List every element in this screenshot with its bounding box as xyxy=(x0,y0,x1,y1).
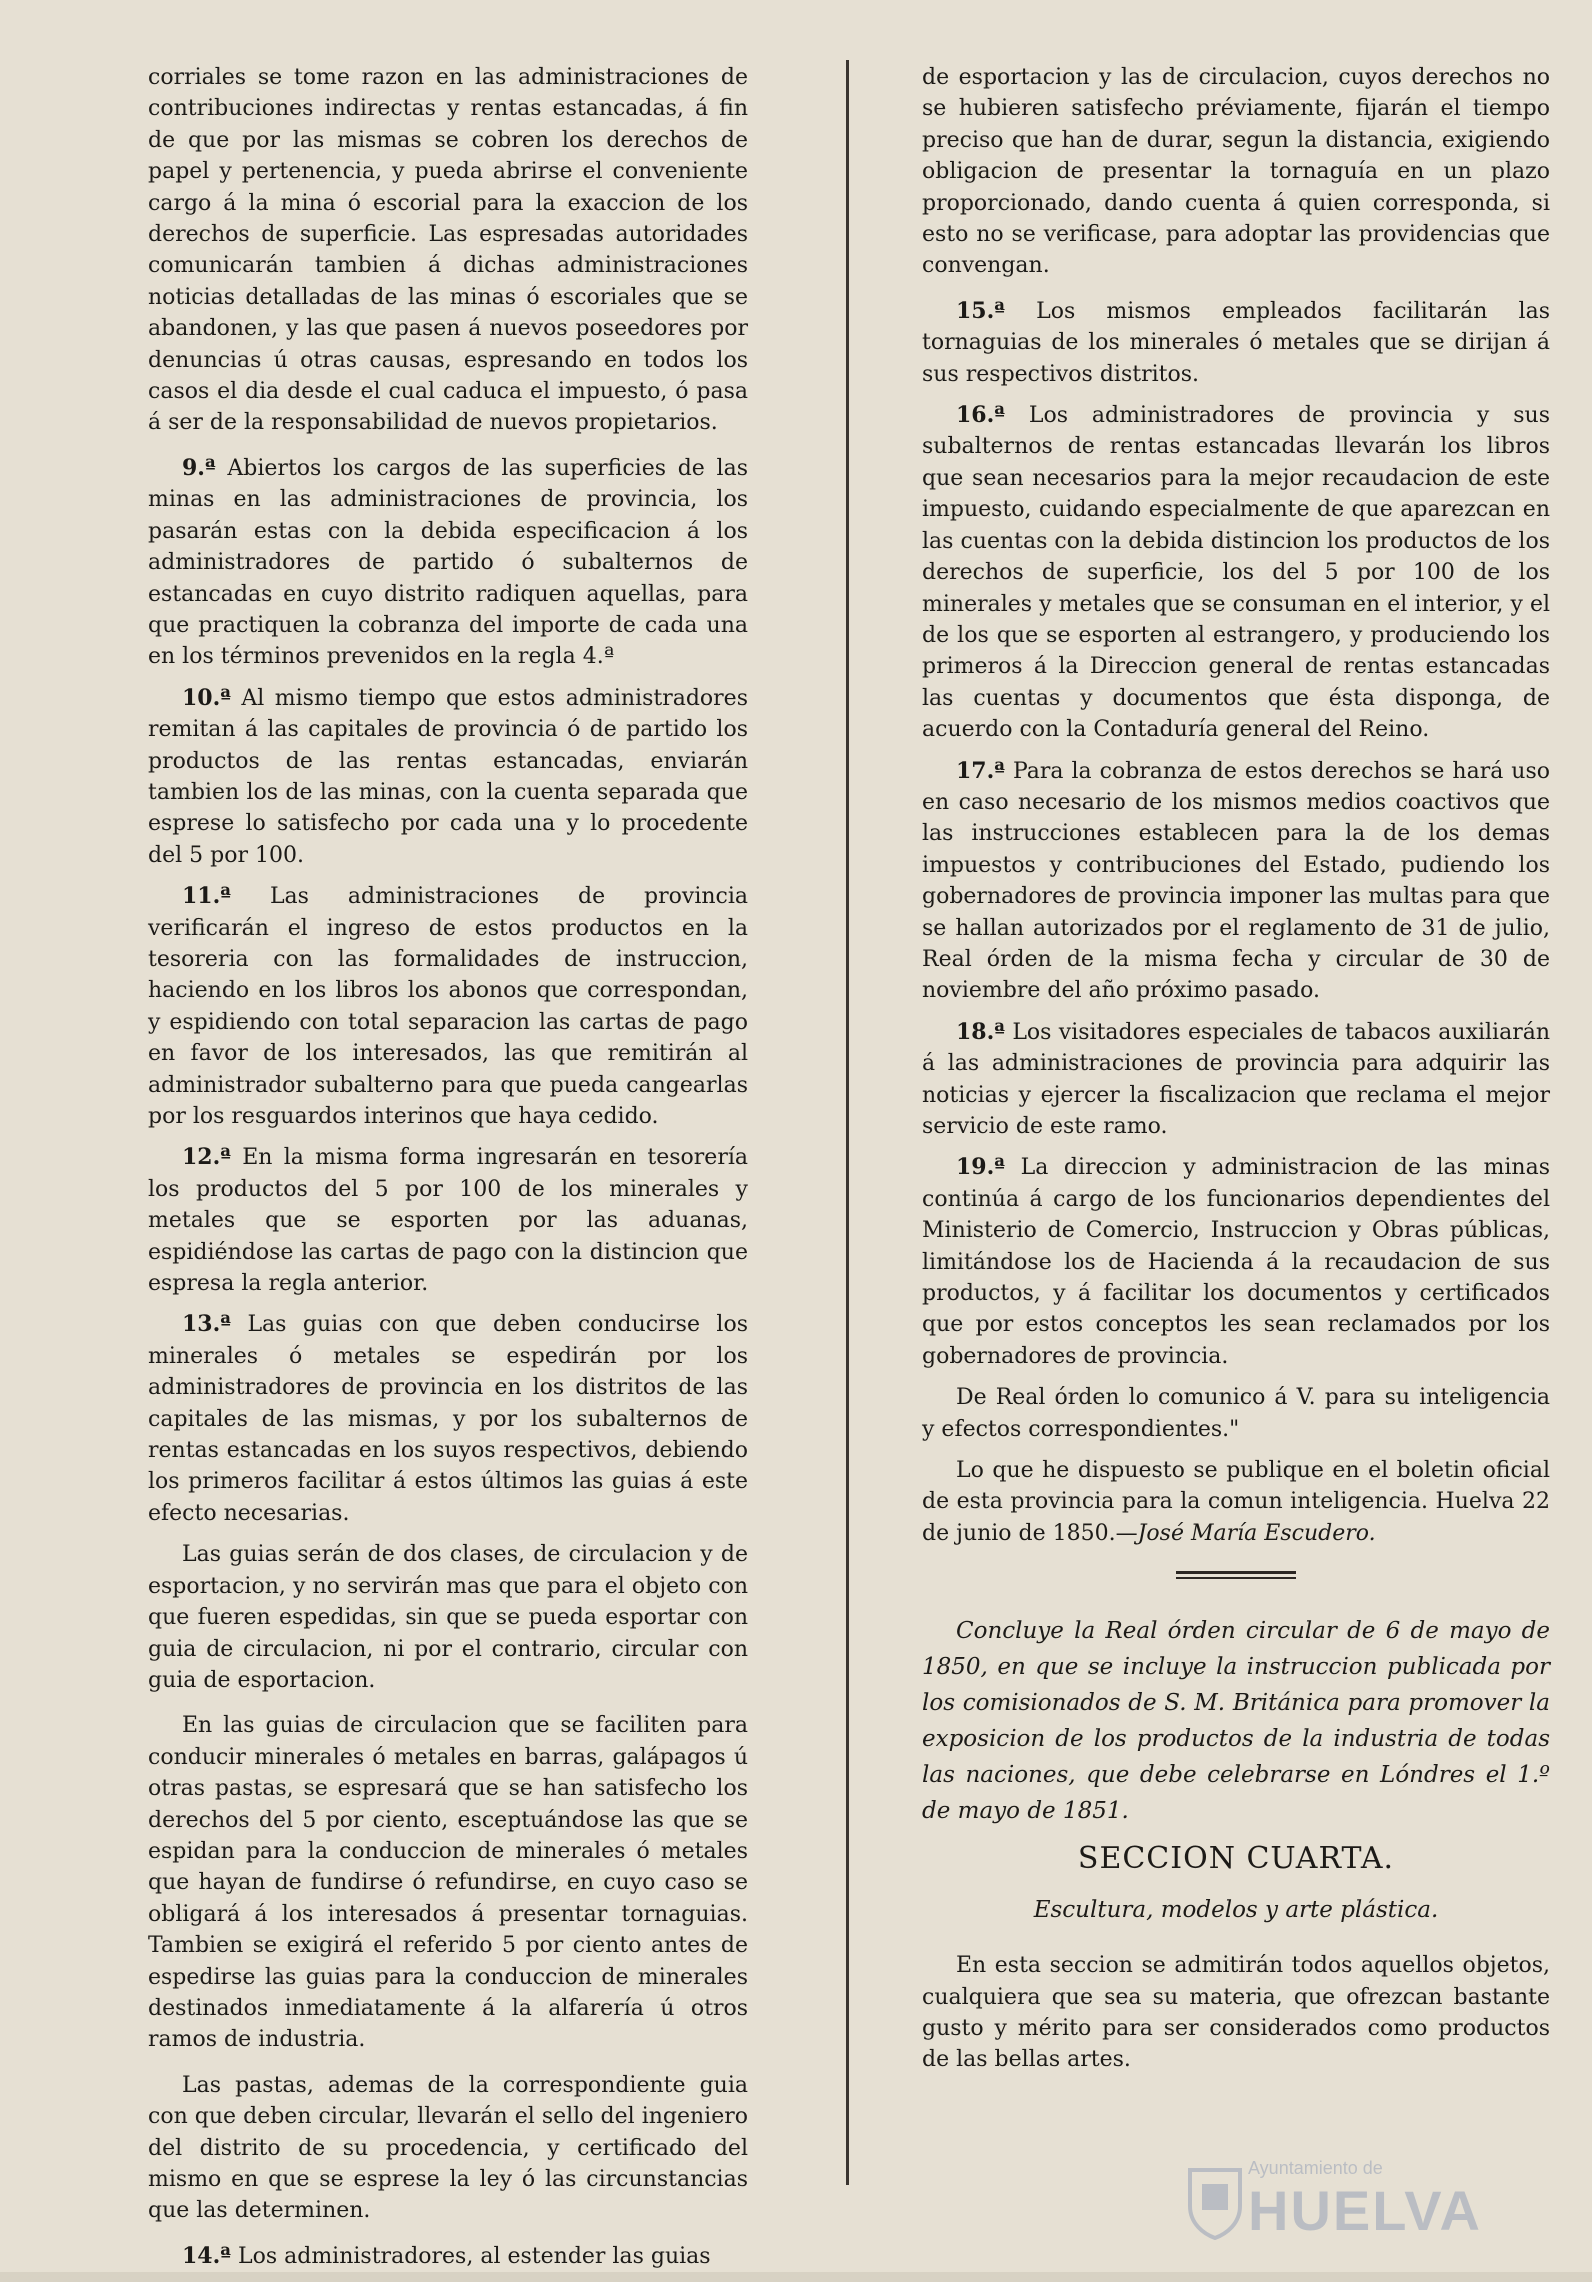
rule-text: Para la cobranza de estos derechos se hará uso en caso necesario de los mismos medios coactivos que las instrucciones establecen para la de los demas impuestos y contribuciones del Estado, pudiendo los gobernadores de provincia imponer las multas para que se hallan autorizados por el reglamento de 31 de julio, Real órden de la misma fecha y circular de 30 de noviembre del año próximo pasado. xyxy=(922,758,1551,1004)
rule-text: En la misma forma ingresarán en tesorería los productos del 5 por 100 de los minerales y metales que se esporten por las aduanas, espidiéndose las cartas de pago con la distincion que espresa la regla anterior. xyxy=(148,1145,748,1297)
rule-number: 9.ª xyxy=(182,454,216,481)
paragraph-continuation: de esportacion y las de circulacion, cuyos derechos no se hubieren satisfecho préviamente, fijarán el tiempo preciso que han de durar, segun la distancia, exigiendo obligacion de presentar la tornaguía en un plazo proporcionado, dando cuenta á quien corresponda, si esto no se verificase, para adoptar las providencias que convengan. xyxy=(922,65,1550,279)
rule-number: 16.ª xyxy=(956,402,1005,429)
rule-15 xyxy=(922,296,1550,390)
rule-text: Los visitadores especiales de tabacos auxiliarán á las administraciones de provincia para adquirir las noticias y ejercer la fiscalizacion que reclama el mejor servicio de este ramo. xyxy=(922,1019,1551,1139)
rule-number: 10.ª xyxy=(182,684,231,711)
editorial-note: Concluye la Real órden circular de 6 de mayo de 1850, en que se incluye la instruccion publicada por los comisionados de S. M. Británica para promover la exposicion de los productos de la industria de todas las naciones, que debe celebrarse en Lóndres el 1.º de mayo de 1851. xyxy=(922,1618,1550,1825)
rule-text: Los administradores, al estender las guias xyxy=(237,2243,711,2269)
rule-text: Las guias con que deben conducirse los minerales ó metales se espedirán por los administradores de provincia en los distritos de las capitales de las mismas, y por los subalternos de rentas estancadas en los suyos respectivos, debiendo los primeros facilitar á estos últimos las guias á este efecto necesarias. xyxy=(148,1312,748,1526)
paragraph-pastas: Las pastas, ademas de la correspondiente guia con que deben circular, llevarán el sello del ingeniero del distrito de su procedencia, y certificado del mismo en que se esprese la ley ó las circunstancias que las determinen. xyxy=(148,2072,748,2224)
watermark-top-text: Ayuntamiento de xyxy=(1248,2158,1383,2178)
rule-text: La direccion y administracion de las minas continúa á cargo de los funcionarios dependientes del Ministerio de Comercio, Instruccion y Obras públicas, limitándose los de Hacienda á la recaudacion de sus productos, y á facilitar los documentos y certificados que por estos conceptos les sean reclamados por los gobernadores de provincia. xyxy=(922,1155,1550,1369)
rule-number: 13.ª xyxy=(182,1311,231,1338)
rule-number: 15.ª xyxy=(956,297,1005,324)
rule-text: Al mismo tiempo que estos administradores remitan á las capitales de provincia ó de partido los productos de las rentas estancadas, enviarán tambien los de las minas, con la cuenta separada que esprese lo satisfecho por cada una y lo procedente del 5 por 100. xyxy=(148,685,748,868)
dispuesto-text: Lo que he dispuesto se publique en el boletin oficial de esta provincia para la comun inteligencia. Huelva 22 de junio de 1850.— xyxy=(922,1458,1550,1546)
paragraph-guias: Las guias serán de dos clases, de circulacion y de esportacion, y no servirán mas que para el objeto con que fueren espedidas, sin que se pueda esportar con guia de circulacion, ni por el contrario, circular con guia de esportacion. xyxy=(148,1542,748,1693)
rule-number: 18.ª xyxy=(956,1018,1005,1045)
rule-13 xyxy=(148,1309,748,1529)
rule-text: Los administradores de provincia y sus subalternos de rentas estancadas llevarán los libros que sean necesarios para la mejor recaudacion de este impuesto, cuidando especialmente de que aparezcan en las cuentas con la debida distincion los productos de los derechos de superficie, los del 5 por 100 de los minerales y metales que se consuman en el interior, y el de los que se esporten al estrangero, y produciendo los primeros á la Direccion general de rentas estancadas las cuentas y documentos que ésta disponga, de acuerdo con la Contaduría general del Reino. xyxy=(922,403,1550,743)
paragraph-circulacion: En las guias de circulacion que se faciliten para conducir minerales ó metales en barras, galápagos ú otras pastas, se espresará que se han satisfecho los derechos del 5 por ciento, esceptuándose las que se espidan para la conduccion de minerales ó metales que hayan de fundirse ó refundirse, en cuyo caso se obligará á los interesados á presentar tornaguias. Tambien se exigirá el referido 5 por ciento antes de espedirse las guias para la conduccion de minerales destinados inmediatamente á la alfarería ú otros ramos de industria. xyxy=(148,1713,748,2053)
rule-14 xyxy=(148,2241,748,2272)
shield-icon xyxy=(1186,2166,1244,2240)
paragraph-real-orden: De Real órden lo comunico á V. para su inteligencia y efectos correspondientes." xyxy=(922,1385,1550,1442)
rule-number: 17.ª xyxy=(956,757,1005,784)
section-title: SECCION CUARTA. xyxy=(1077,1841,1395,1877)
rule-text: Las administraciones de provincia verificarán el ingreso de estos productos en la tesoreria con las formalidades de instruccion, haciendo en los libros los abonos que correspondan, y espidiendo con total separacion las cartas de pago en favor de los interesados, las que remitirán al administrador subalterno para que pueda cangearlas por los resguardos interinos que haya cedido. xyxy=(148,884,748,1129)
rule-text: Los mismos empleados facilitarán las tornaguias de los minerales ó metales que se dirijan á sus respectivos distritos. xyxy=(922,298,1550,387)
rule-number: 19.ª xyxy=(956,1154,1005,1181)
right-column xyxy=(922,62,1550,2090)
rule-16 xyxy=(922,400,1550,745)
rule-9 xyxy=(148,453,748,673)
separator-rule xyxy=(1176,1571,1296,1579)
rule-17 xyxy=(922,756,1550,1007)
paragraph-continuation: corriales se tome razon en las administraciones de contribuciones indirectas y rentas estancadas, á fin de que por las mismas se cobren los derechos de papel y pertenencia, y pueda abrirse el conveniente cargo á la mina ó escorial para la exaccion de los derechos de superficie. Las espresadas autoridades comunicarán tambien á dichas administraciones noticias detalladas de las minas ó escoriales que se abandonen, y las que pasen á nuevos poseedores por denuncias ú otras causas, espresando en todos los casos el dia desde el cual caduca el impuesto, ó pasa á ser de la responsabilidad de nuevos propietarios. xyxy=(148,65,748,436)
rule-10 xyxy=(148,683,748,871)
watermark-main-text: HUELVA xyxy=(1248,2179,1482,2242)
rule-number: 11.ª xyxy=(182,883,231,910)
rule-number: 14.ª xyxy=(182,2242,231,2269)
rule-18 xyxy=(922,1017,1550,1143)
rule-number: 12.ª xyxy=(182,1144,231,1171)
paragraph-dispuesto xyxy=(922,1455,1550,1549)
rule-19 xyxy=(922,1152,1550,1372)
archive-watermark xyxy=(1186,2152,1516,2252)
section-paragraph: En esta seccion se admitirán todos aquellos objetos, cualquiera que sea su materia, que ofrezcan bastante gusto y mérito para ser considerados como productos de las bellas artes. xyxy=(922,1953,1550,2073)
rule-text: Abiertos los cargos de las superficies de las minas en las administraciones de provincia, los pasarán estas con la debida especificacion á los administradores de partido ó subalternos de estancadas en cuyo distrito radiquen aquellas, para que practiquen la cobranza del importe de cada una en los términos prevenidos en la regla 4.ª xyxy=(148,455,748,670)
rule-12 xyxy=(148,1142,748,1299)
signature: José María Escudero. xyxy=(1137,1520,1376,1546)
section-subtitle: Escultura, modelos y arte plástica. xyxy=(1033,1896,1439,1923)
rule-11 xyxy=(148,881,748,1132)
left-column xyxy=(148,62,748,2282)
column-divider xyxy=(846,60,849,2185)
